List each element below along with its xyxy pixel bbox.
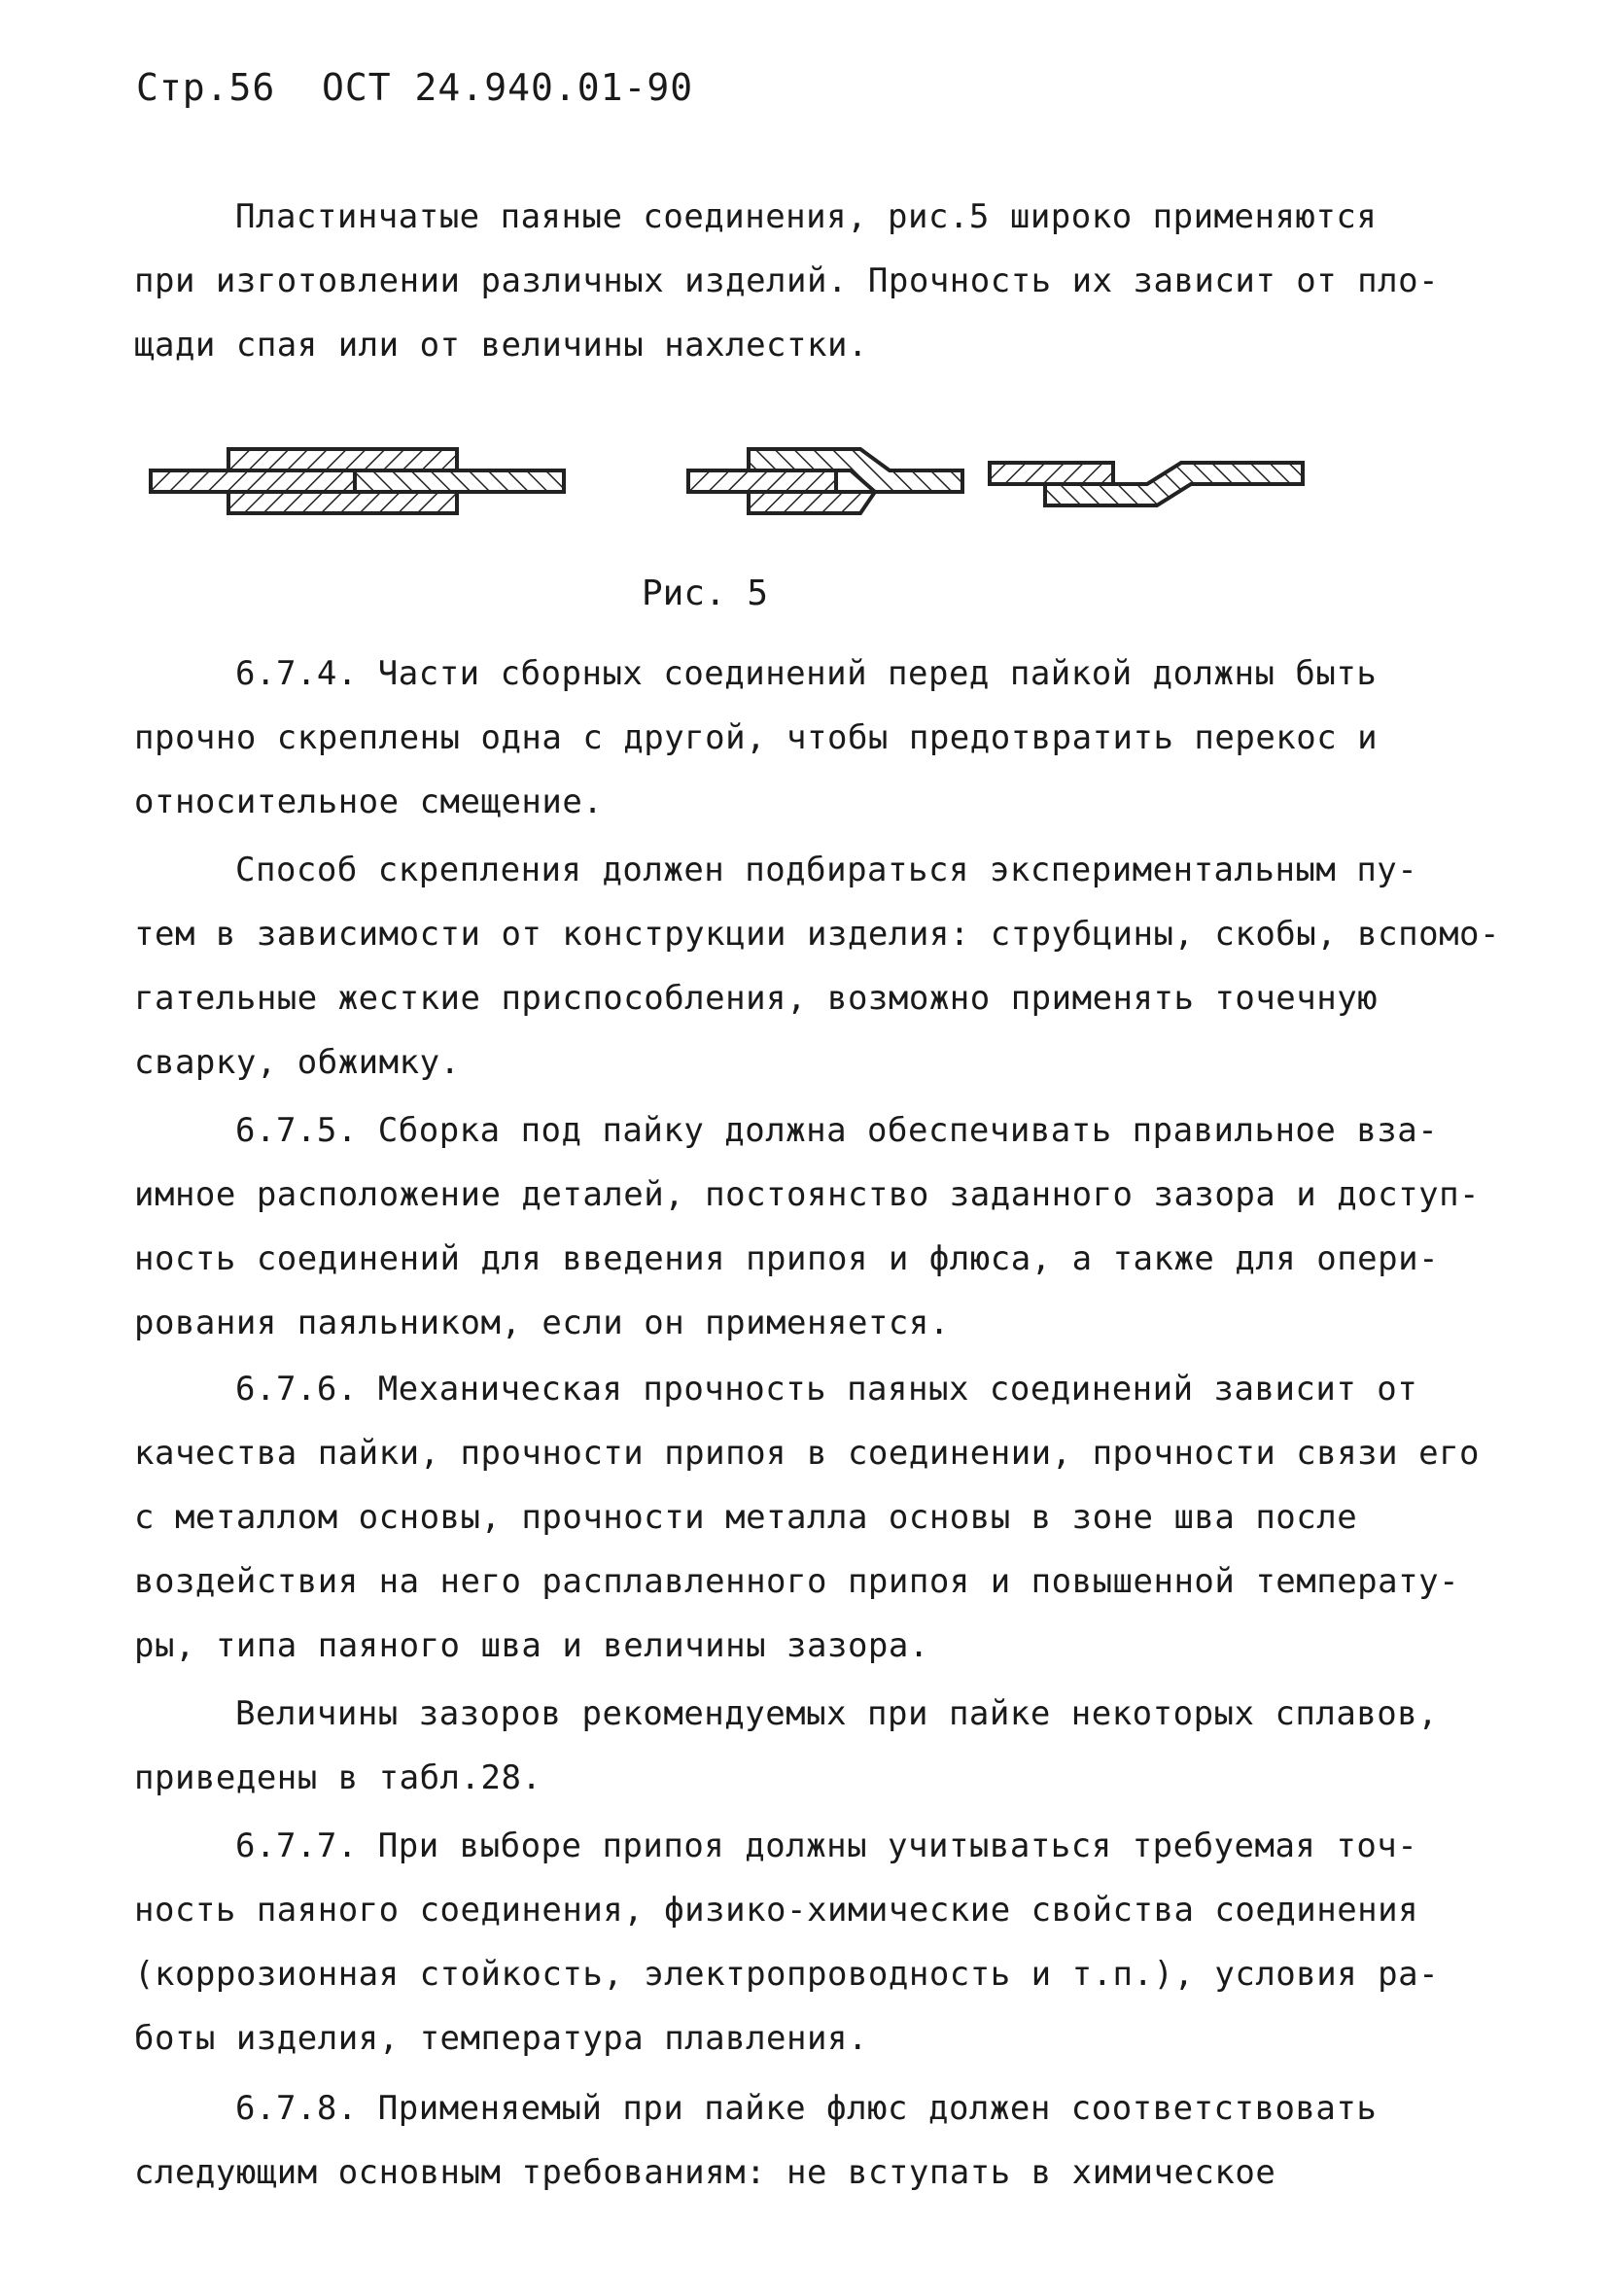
figure-caption: Рис. 5 [642,574,769,613]
text-line: гательные жесткие приспособления, возможно применять точечную [134,979,1379,1018]
text-line: щади спая или от величины нахлестки. [134,326,868,365]
text-line: 6.7.6. Механическая прочность паяных соединений зависит от [235,1370,1418,1409]
text-line: прочно скреплены одна с другой, чтобы предотвратить перекос и [134,718,1379,757]
section-6-7-8 [134,2076,1476,2205]
joint-double-strap [151,449,564,513]
text-line: (коррозионная стойкость, электропроводность и т.п.), условия ра- [134,1955,1440,1994]
text-line: Пластинчатые паяные соединения, рис.5 широко применяются [235,197,1378,236]
joint-joggled-lap [688,449,962,513]
text-line: следующим основным требованиям: не вступать в химическое [134,2153,1276,2192]
text-line: Величины зазоров рекомендуемых при пайке некоторых сплавов, [235,1694,1439,1733]
page-number: Стр.56 [136,66,276,109]
standard-code: ОСТ 24.940.01-90 [322,66,694,109]
section-6-7-6 [134,1357,1481,1678]
text-line: качества пайки, прочности припоя в соединении, прочности связи его [134,1434,1481,1473]
text-line: сварку, обжимку. [134,1043,461,1082]
text-line: имное расположение деталей, постоянство заданного зазора и доступ- [134,1175,1481,1214]
text-line: с металлом основы, прочности металла основы в зоне шва после [134,1498,1358,1537]
section-6-7-5 [134,1098,1481,1355]
intro-paragraph [134,185,1476,377]
text-line: ность соединений для введения припоя и флюса, а также для опери- [134,1239,1440,1278]
text-line: рования паяльником, если он применяется. [134,1304,950,1342]
lap-joint-figure [136,428,1410,535]
text-line: Способ скрепления должен подбираться экспериментальным пу- [235,851,1418,889]
text-line: относительное смещение. [134,783,604,821]
joint-offset-lap [990,463,1303,505]
section-6-7-6-gaps [134,1682,1476,1810]
section-6-7-4-continued [134,838,1500,1095]
text-line: ры, типа паяного шва и величины зазора. [134,1626,929,1665]
section-6-7-4 [134,642,1476,834]
text-line: 6.7.8. Применяемый при пайке флюс должен соответствовать [235,2089,1378,2128]
text-line: 6.7.4. Части сборных соединений перед пайкой должны быть [235,654,1378,693]
text-line: при изготовлении различных изделий. Прочность их зависит от пло- [134,261,1440,300]
text-line: ность паяного соединения, физико-химические свойства соединения [134,1891,1419,1930]
text-line: боты изделия, температура плавления. [134,2019,868,2058]
text-line: воздействия на него расплавленного припоя и повышенной температу- [134,1562,1460,1601]
page-header [136,66,693,109]
text-line: тем в зависимости от конструкции изделия: струбцины, скобы, вспомо- [134,915,1500,954]
text-line: 6.7.7. При выборе припоя должны учитываться требуемая точ- [235,1826,1418,1865]
section-6-7-7 [134,1814,1476,2070]
text-line: приведены в табл.28. [134,1758,542,1797]
text-line: 6.7.5. Сборка под пайку должна обеспечивать правильное вза- [235,1111,1439,1150]
